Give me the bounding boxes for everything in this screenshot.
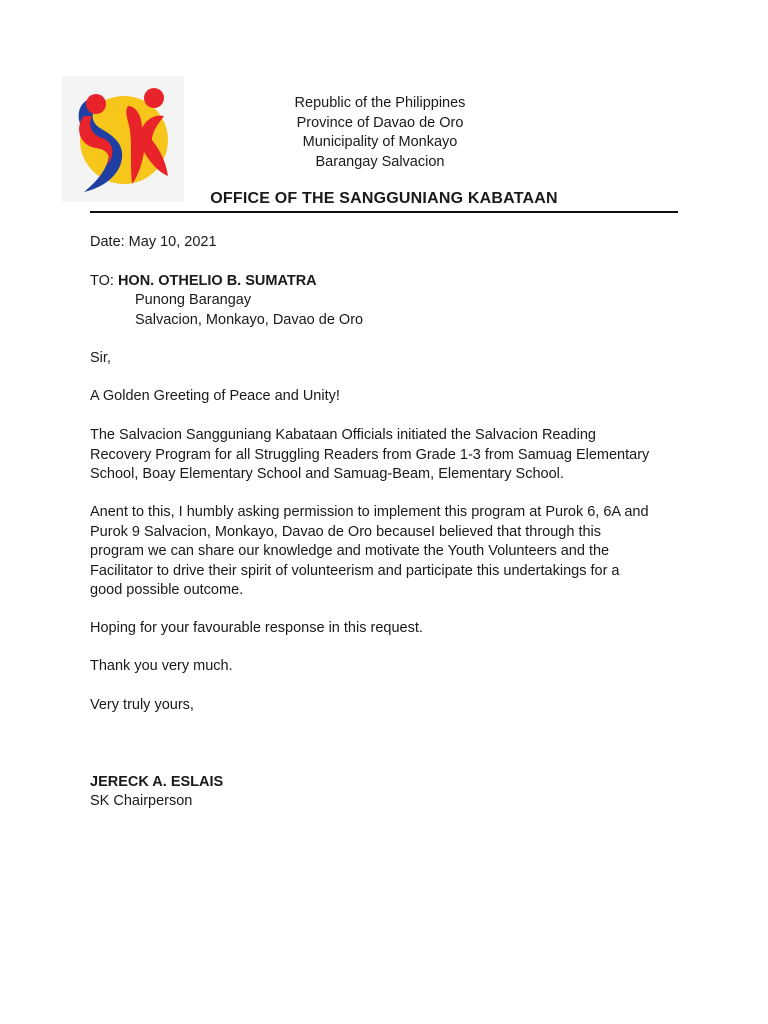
closing-line: Very truly yours, bbox=[90, 697, 194, 713]
paragraph-2 bbox=[90, 503, 680, 601]
office-title: OFFICE OF THE SANGGUNIANG KABATAAN bbox=[210, 190, 558, 207]
paragraph-2-line: Purok 9 Salvacion, Monkayo, Davao de Oro becauseI believed that through this bbox=[90, 523, 602, 540]
to-label: TO: bbox=[90, 273, 114, 289]
recipient-name: HON. OTHELIO B. SUMATRA bbox=[117, 273, 317, 289]
paragraph-2-line: good possible outcome. bbox=[90, 582, 244, 598]
letterhead-municipality: Municipality of Monkayo bbox=[302, 134, 458, 150]
signatory-title: SK Chairperson bbox=[90, 793, 193, 809]
letter-date: Date: May 10, 2021 bbox=[90, 234, 217, 250]
recipient-address: Salvacion, Monkayo, Davao de Oro bbox=[135, 312, 364, 328]
recipient-position: Punong Barangay bbox=[135, 292, 252, 308]
letterhead bbox=[230, 94, 530, 172]
recipient-line bbox=[90, 272, 680, 292]
paragraph-2-line: Facilitator to drive their spirit of volunteerism and participate this undertakings for a bbox=[90, 562, 620, 579]
letterhead-republic: Republic of the Philippines bbox=[294, 95, 466, 111]
salutation: Sir, bbox=[90, 350, 111, 366]
paragraph-1-line: School, Boay Elementary School and Samuag-Beam, Elementary School. bbox=[90, 466, 564, 482]
letterhead-barangay: Barangay Salvacion bbox=[315, 153, 445, 170]
hoping-line: Hoping for your favourable response in this request. bbox=[90, 620, 423, 636]
greeting: A Golden Greeting of Peace and Unity! bbox=[90, 388, 340, 404]
paragraph-2-line: Anent to this, I humbly asking permission to implement this program at Purok 6, 6A and bbox=[90, 504, 649, 520]
paragraph-1-line: The Salvacion Sangguniang Kabataan Officials initiated the Salvacion Reading bbox=[90, 427, 596, 443]
letterhead-province: Province of Davao de Oro bbox=[296, 114, 464, 131]
header-divider bbox=[90, 211, 678, 213]
paragraph-2-line: program we can share our knowledge and motivate the Youth Volunteers and the bbox=[90, 543, 610, 559]
sk-logo-icon bbox=[62, 76, 184, 202]
paragraph-1 bbox=[90, 426, 680, 485]
thanks-line: Thank you very much. bbox=[90, 658, 233, 674]
signatory-name: JERECK A. ESLAIS bbox=[90, 774, 224, 790]
paragraph-1-line: Recovery Program for all Struggling Readers from Grade 1-3 from Samuag Elementary bbox=[90, 446, 650, 463]
